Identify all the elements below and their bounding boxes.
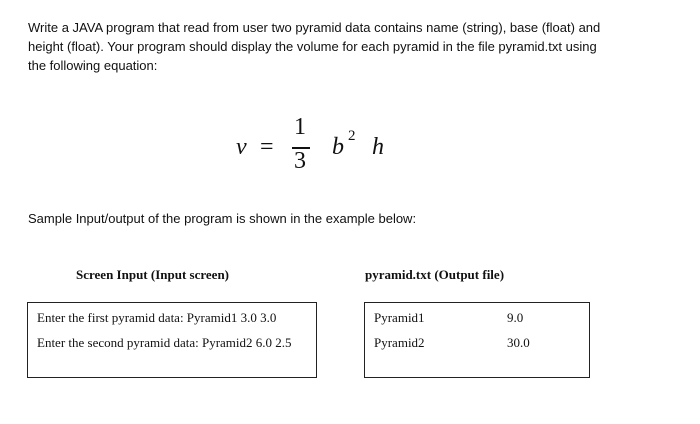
question-text (28, 18, 678, 75)
input-panel (27, 302, 317, 378)
question-line-1: Write a JAVA program that read from user two pyramid data contains name (string), base (float) and (28, 20, 601, 35)
input-panel-heading: Screen Input (Input screen) (76, 267, 230, 282)
output-panel (364, 302, 590, 378)
formula-exponent: 2 (348, 128, 356, 144)
output-pyramid-name: Pyramid2 (374, 335, 425, 350)
formula-variable: v (236, 134, 247, 160)
input-line: Enter the first pyramid data: Pyramid1 3.0 3.0 (37, 310, 277, 325)
input-line: Enter the second pyramid data: Pyramid2 6.0 2.5 (37, 335, 292, 350)
formula-height: h (372, 134, 384, 160)
output-panel-heading: pyramid.txt (Output file) (365, 267, 505, 282)
formula-equals: = (260, 134, 274, 160)
formula-base: b (332, 134, 344, 160)
formula-denominator: 3 (294, 148, 306, 174)
formula-numerator: 1 (294, 114, 306, 140)
output-pyramid-name: Pyramid1 (374, 310, 425, 325)
sample-description: Sample Input/output of the program is shown in the example below: (28, 211, 417, 226)
question-line-3: the following equation: (28, 58, 158, 73)
volume-formula (232, 114, 402, 184)
output-pyramid-volume: 30.0 (507, 335, 530, 350)
question-line-2: height (float). Your program should display the volume for each pyramid in the file pyramid.txt using (28, 39, 597, 54)
output-pyramid-volume: 9.0 (507, 310, 524, 325)
